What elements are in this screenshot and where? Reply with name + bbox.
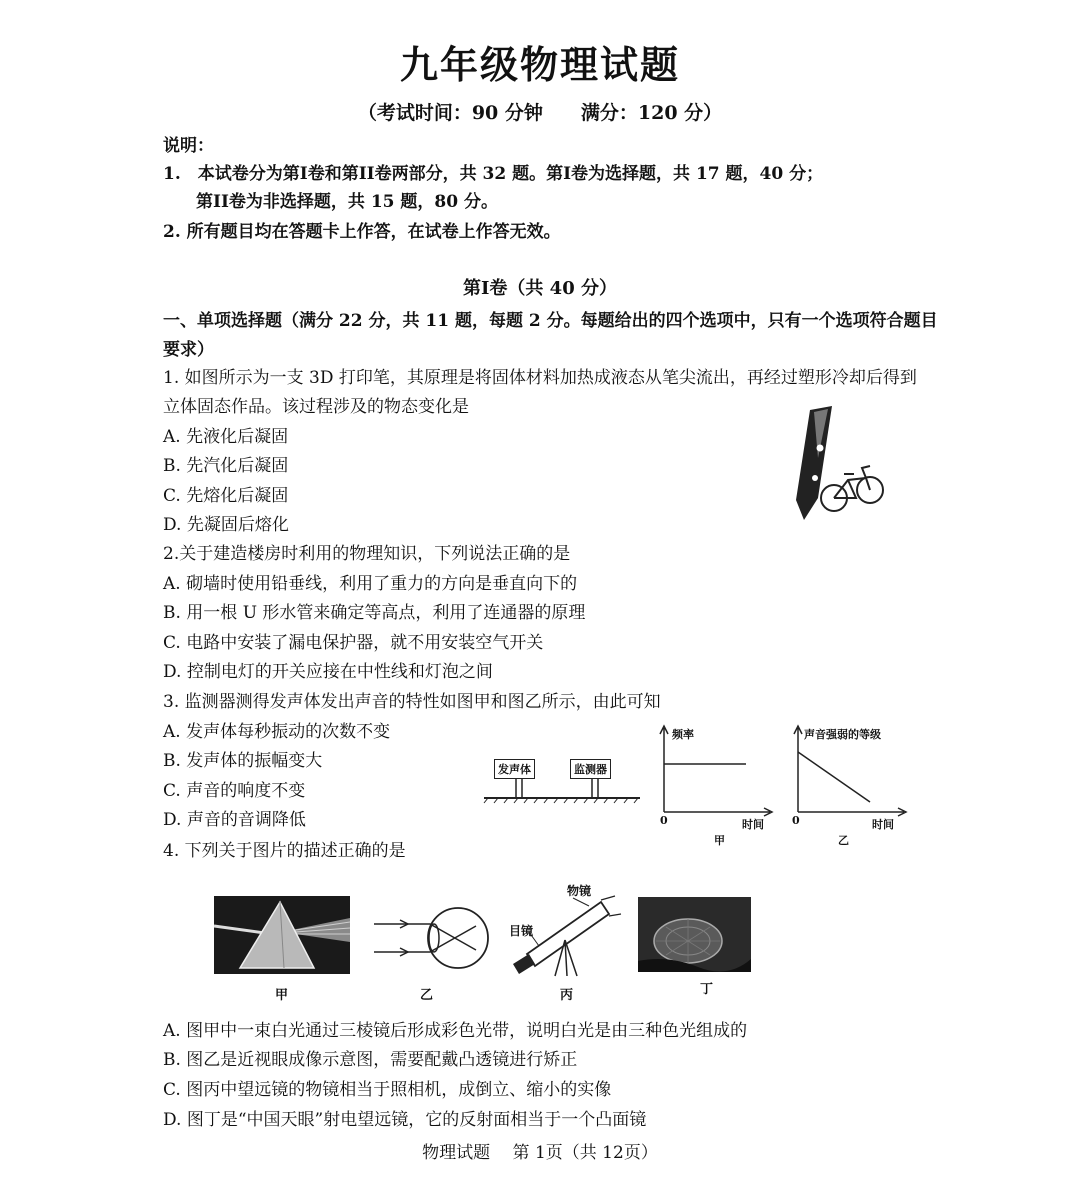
q4-caption-b: 乙 [420, 988, 434, 1003]
q4-caption-d: 丁 [700, 982, 714, 997]
q3-setup-figure [482, 755, 642, 805]
3d-pen-icon [796, 406, 832, 520]
q4-prism-image [214, 896, 350, 974]
q2-option-b: B. 用一根 U 形水管来确定等高点，利用了连通器的原理 [163, 603, 586, 623]
q4-telescope-figure [505, 880, 625, 980]
q2-stem: 2.关于建造楼房时利用的物理知识，下列说法正确的是 [163, 544, 571, 564]
q4-stem: 4. 下列关于图片的描述正确的是 [163, 841, 406, 861]
exam-subtitle: （考试时间：90 分钟 满分：120 分） [357, 102, 723, 124]
q4-caption-a: 甲 [275, 988, 289, 1003]
q4-fast-telescope-image [638, 897, 751, 972]
q1-stem-cont: 立体固态作品。该过程涉及的物态变化是 [163, 397, 469, 417]
graph-a-caption: 甲 [714, 834, 725, 847]
q4-option-d: D. 图丁是“中国天眼”射电望远镜，它的反射面相当于一个凸面镜 [163, 1110, 647, 1130]
q4-caption-c: 丙 [560, 988, 574, 1003]
sound-source-box: 发声体 [494, 759, 535, 779]
graph-b-ylabel: 声音强弱的等级 [804, 728, 881, 741]
graph-b-origin: 0 [792, 814, 800, 827]
loudness-decreasing-line [798, 752, 870, 802]
graph-a-origin: 0 [660, 814, 668, 827]
q4-option-c: C. 图丙中望远镜的物镜相当于照相机，成倒立、缩小的实像 [163, 1080, 612, 1100]
q4-eye-diagram [372, 906, 498, 970]
q3-option-c: C. 声音的响度不变 [163, 781, 306, 801]
instruction-item-1: 1. 本试卷分为第I卷和第II卷两部分，共 32 题。第I卷为选择题，共 17 题，40 分； [163, 164, 824, 184]
q1-option-c: C. 先熔化后凝固 [163, 486, 289, 506]
q3-option-a: A. 发声体每秒振动的次数不变 [163, 722, 391, 742]
q4-option-b: B. 图乙是近视眼成像示意图，需要配戴凸透镜进行矫正 [163, 1050, 578, 1070]
objective-lens-label: 物镜 [567, 884, 592, 898]
graph-b-caption: 乙 [838, 834, 849, 847]
q1-stem: 1. 如图所示为一支 3D 打印笔，其原理是将固体材料加热成液态从笔尖流出，再经过塑形冷却后得到 [163, 368, 917, 388]
instruction-item-1-cont: 第II卷为非选择题，共 15 题，80 分。 [196, 192, 498, 212]
q2-option-c: C. 电路中安装了漏电保护器，就不用安装空气开关 [163, 633, 544, 653]
q3-option-d: D. 声音的音调降低 [163, 810, 306, 830]
monitor-box: 监测器 [570, 759, 611, 779]
instruction-item-2: 2. 所有题目均在答题卡上作答，在试卷上作答无效。 [163, 222, 561, 242]
section-title: 第I卷（共 40 分） [462, 278, 617, 299]
q3-option-b: B. 发声体的振幅变大 [163, 751, 323, 771]
bicycle-icon [821, 466, 883, 511]
graph-a-ylabel: 频率 [672, 728, 694, 741]
q1-option-a: A. 先液化后凝固 [163, 427, 289, 447]
instructions-heading: 说明： [163, 136, 214, 156]
q1-option-d: D. 先凝固后熔化 [163, 515, 289, 535]
q1-3d-pen-figure [770, 398, 890, 533]
q3-graph-b [786, 722, 926, 847]
q1-option-b: B. 先汽化后凝固 [163, 456, 289, 476]
graph-a-xlabel: 时间 [742, 818, 764, 831]
setup-stand-lines [482, 755, 642, 805]
q3-stem: 3. 监测器测得发声体发出声音的特性如图甲和图乙所示，由此可知 [163, 692, 661, 712]
graph-b-xlabel: 时间 [872, 818, 894, 831]
q4-option-a: A. 图甲中一束白光通过三棱镜后形成彩色光带，说明白光是由三种色光组成的 [163, 1021, 748, 1041]
page-footer: 物理试题 第 1页（共 12页） [422, 1143, 658, 1163]
eyepiece-label: 目镜 [509, 924, 534, 938]
q2-option-d: D. 控制电灯的开关应接在中性线和灯泡之间 [163, 662, 493, 682]
q2-option-a: A. 砌墙时使用铅垂线，利用了重力的方向是垂直向下的 [163, 574, 578, 594]
part1-heading: 一、单项选择题（满分 22 分，共 11 题，每题 2 分。每题给出的四个选项中，只有一个选项符合题目 [163, 311, 938, 331]
exam-title: 九年级物理试题 [399, 42, 680, 87]
q3-graph-a [652, 722, 792, 847]
part1-heading-cont: 要求） [163, 340, 214, 360]
